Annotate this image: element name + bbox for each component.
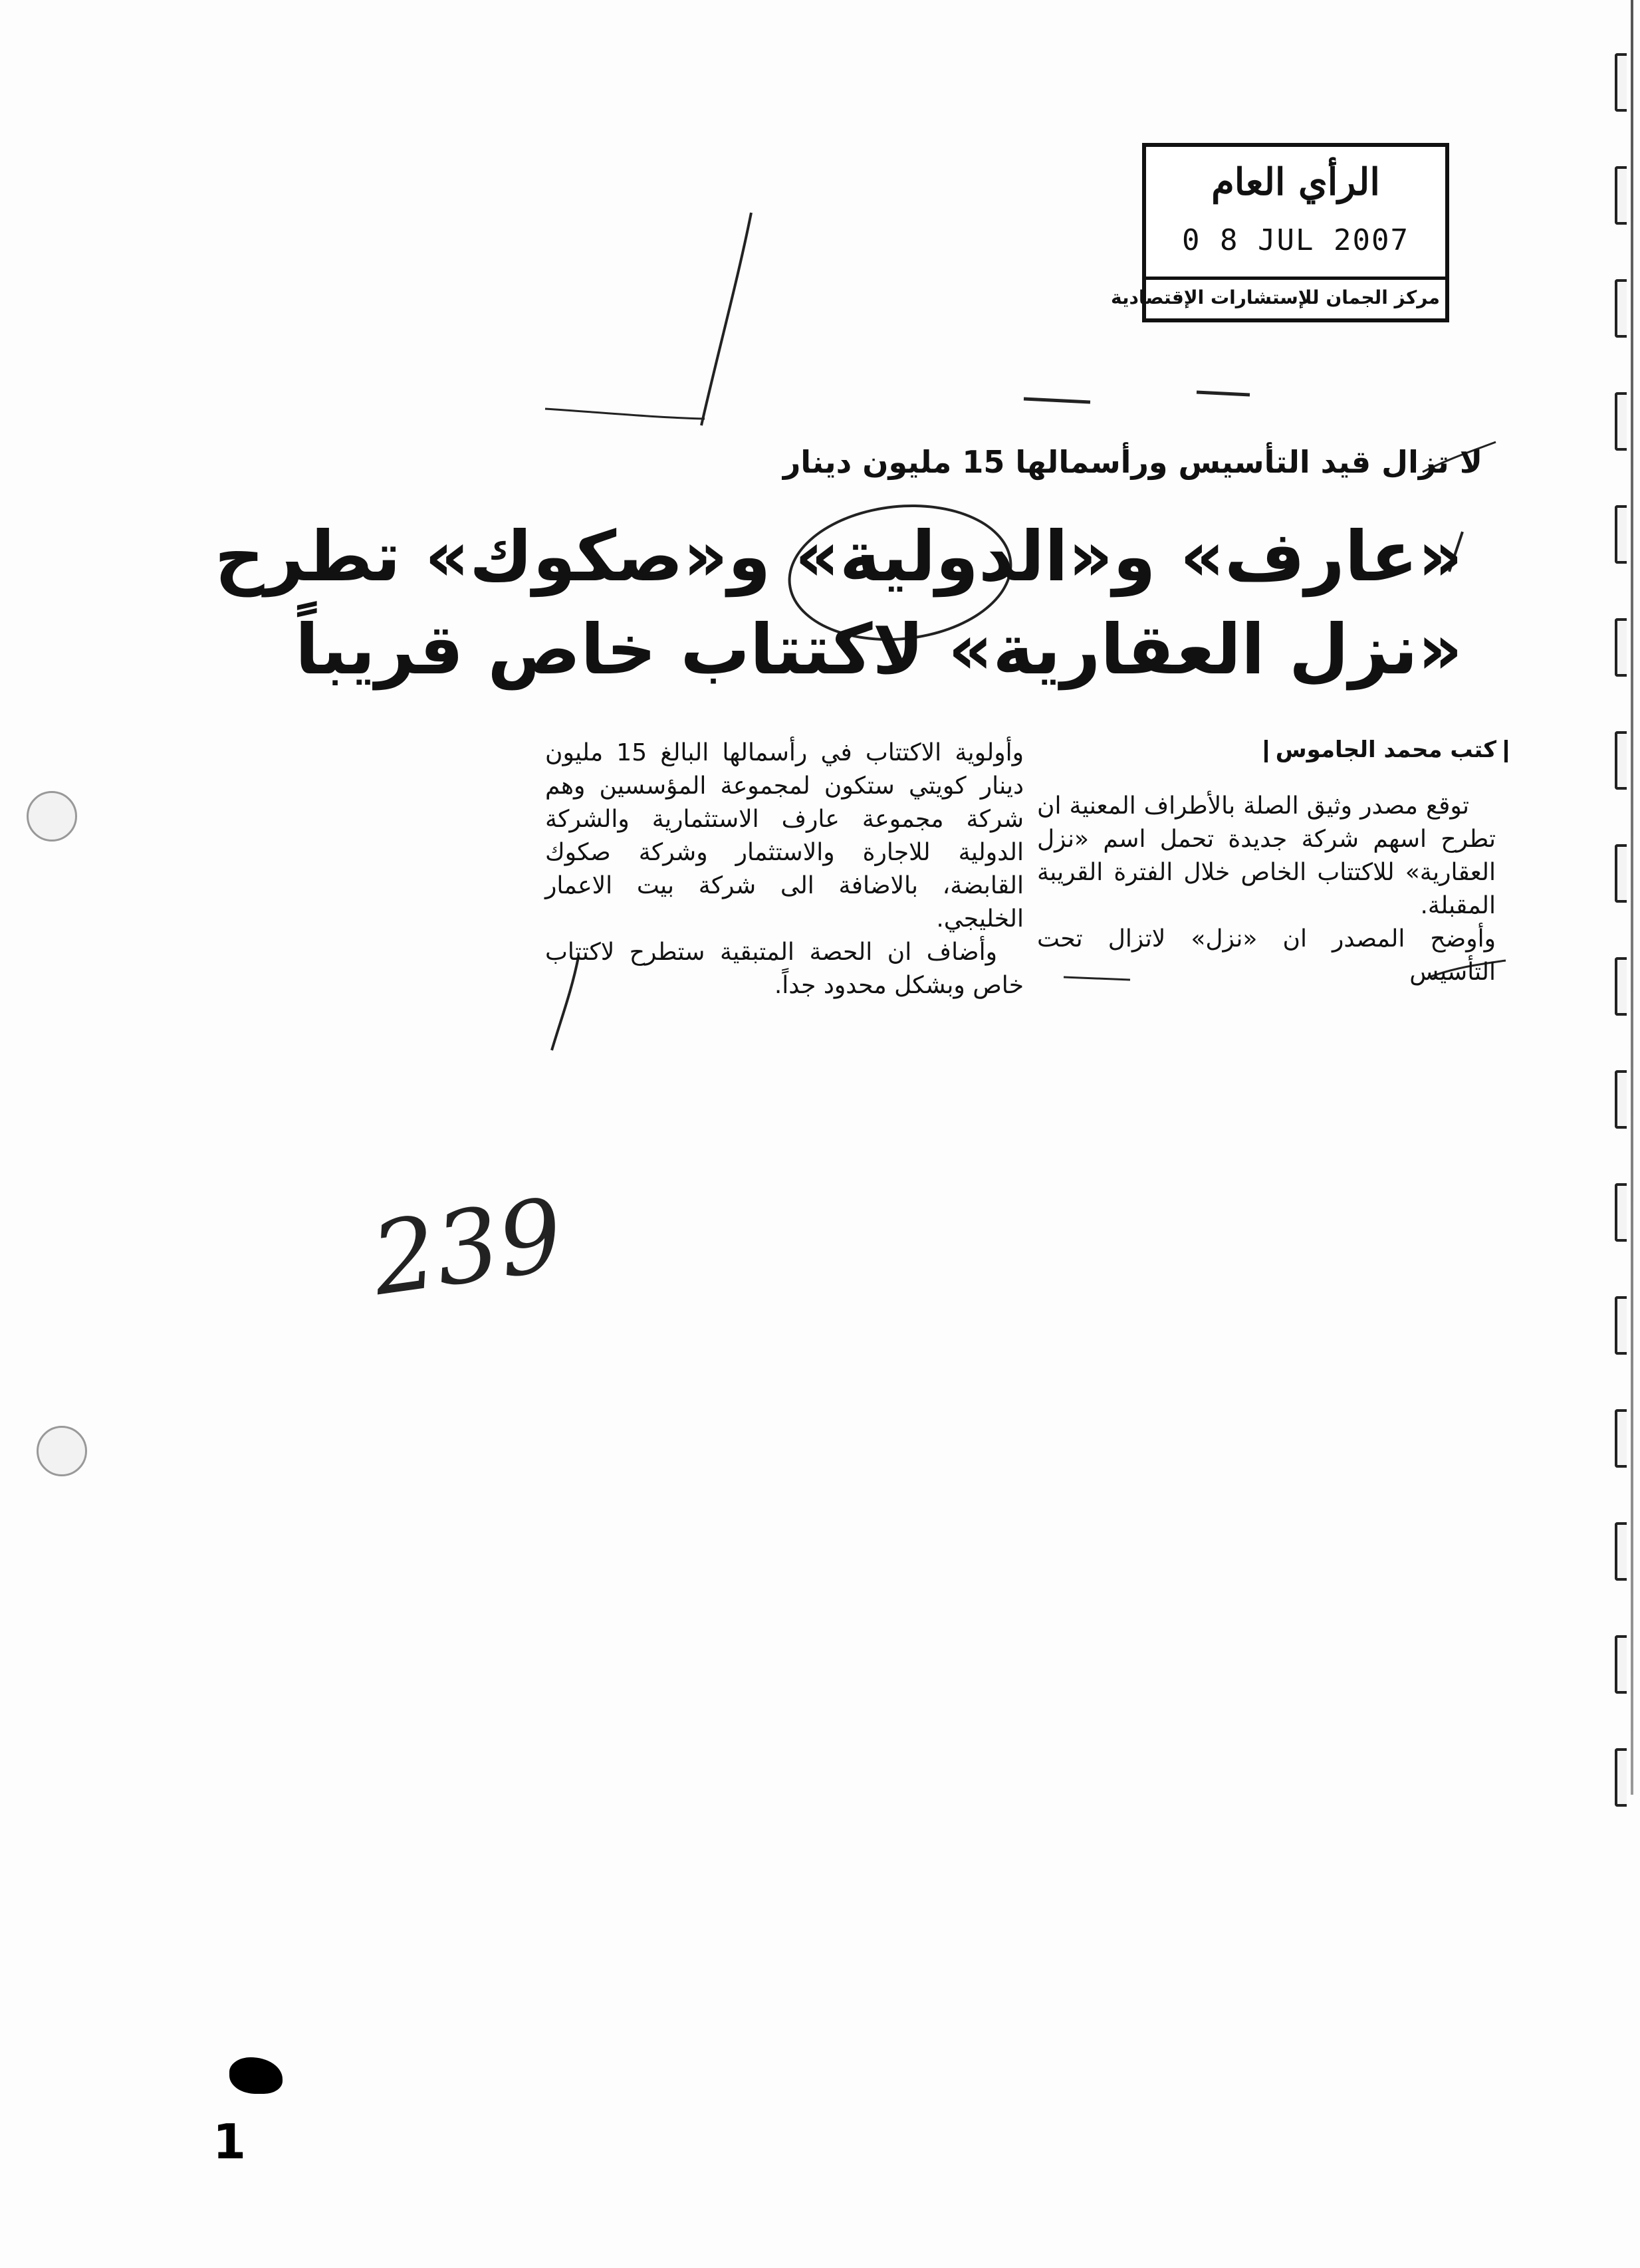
article-headline-line2: «نزل العقارية» لاكتتاب خاص قريباً	[294, 609, 1463, 690]
article-column-left	[545, 737, 1024, 1002]
article-byline	[1064, 737, 1516, 763]
paragraph: وأولوية الاكتتاب في رأسمالها البالغ 15 مليون دينار كويتي ستكون لمجموعة المؤسسين وهم شركة مجموعة عارف الاستثمارية والشركة الدولية للاجارة والاستثمار وشركة صكوك القابضة، بالاضافة الى شركة بيت الاعمار الخليجي.	[545, 739, 1024, 933]
stamp-date: 0 8 JUL 2007	[1182, 223, 1409, 257]
byline-bar-right	[1504, 740, 1508, 762]
paragraph: وأوضح المصدر ان «نزل» لاتزال تحت التأسيس	[1037, 925, 1496, 986]
article-kicker: لا تزال قيد التأسيس ورأسمالها 15 مليون دينار	[782, 444, 1482, 480]
byline-text: كتب محمد الجاموس	[1275, 737, 1496, 763]
article-headline-line1: «عارف» و«الدولية» و«صكوك» تطرح	[214, 516, 1463, 597]
byline-bar-left	[1264, 740, 1268, 762]
paragraph: وأضاف ان الحصة المتبقية ستطرح لاكتتاب خاص وبشكل محدود جداً.	[545, 939, 1024, 999]
stamp-logo: الرأي العام	[1211, 160, 1380, 204]
paragraph: توقع مصدر وثيق الصلة بالأطراف المعنية ان تطرح اسهم شركة جديدة تحمل اسم «نزل العقارية» للاكتتاب الخاص خلال الفترة القريبة المقبلة.	[1037, 792, 1496, 919]
stamp-footer: مركز الجمان للإستشارات الإقتصادية	[1111, 286, 1440, 308]
handwritten-page-number: 239	[365, 1177, 570, 1319]
article-column-right	[1037, 790, 1496, 989]
page-marker: 1	[213, 2114, 247, 2170]
